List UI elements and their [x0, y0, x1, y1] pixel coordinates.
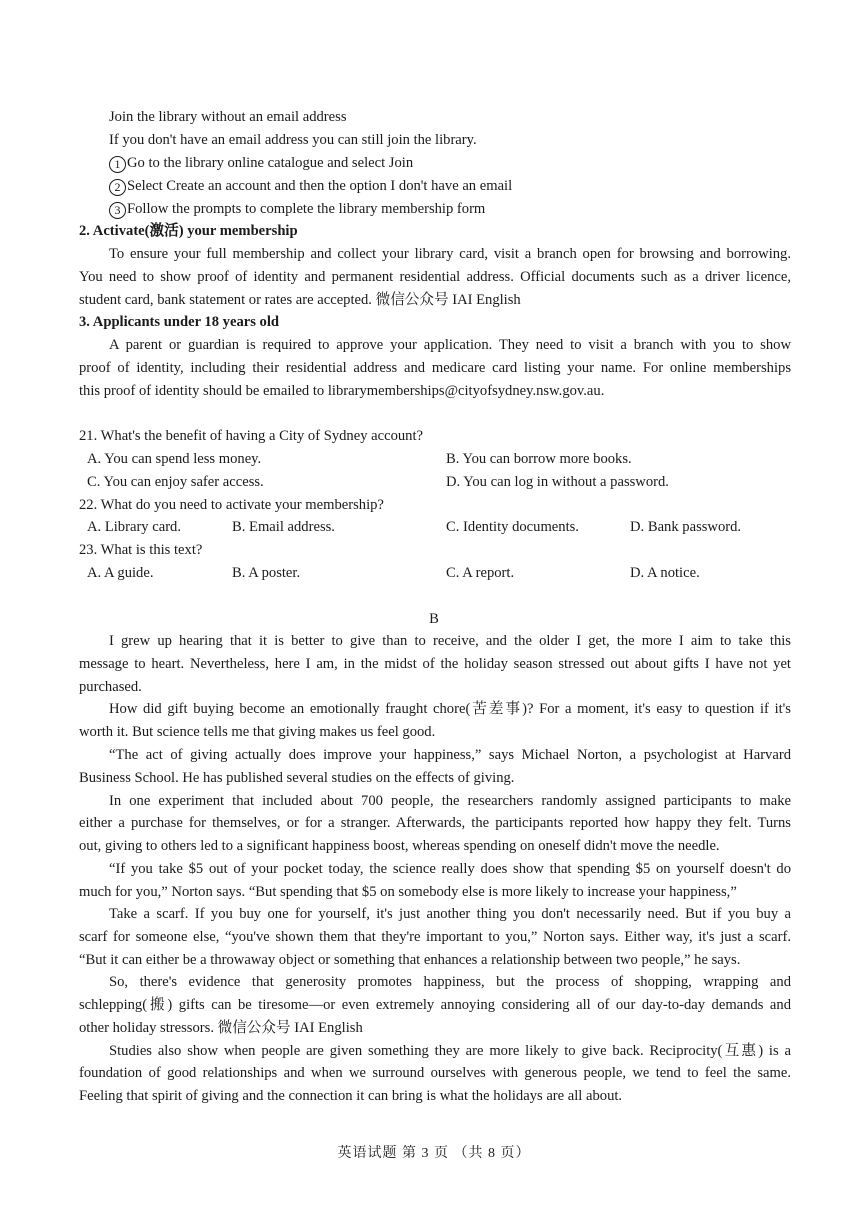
q21-option-c: C. You can enjoy safer access. [87, 474, 264, 490]
b-p8-line-3: Feeling that spirit of giving and the connection it can bring is what the holidays are all about. [79, 1088, 623, 1104]
under18-line-3: this proof of identity should be emailed to librarymemberships@cityofsydney.nsw.gov.au. [79, 383, 605, 399]
step-3 [109, 198, 485, 220]
activate-line-3: student card, bank statement or rates are accepted. 微信公众号 IAI English [79, 292, 521, 308]
q23-option-b: B. A poster. [232, 565, 301, 581]
step-1 [109, 152, 413, 174]
circled-number-2: 2 [109, 179, 126, 196]
q23-option-c: C. A report. [446, 565, 515, 581]
q22-option-b: B. Email address. [232, 519, 335, 535]
b-p2-line-1: How did gift buying become an emotionally fraught chore(苦差事)? For a moment, it's easy to question if it's [109, 701, 791, 717]
circled-number-3: 3 [109, 202, 126, 219]
under18-heading: 3. Applicants under 18 years old [79, 314, 280, 330]
b-p5-line-1: “If you take $5 out of your pocket today, the science really does show that spending $5 on yourself doesn't do [109, 861, 791, 877]
b-p1-line-1: I grew up hearing that it is better to give than to receive, and the older I get, the more I aim to take this [109, 633, 791, 649]
step-2 [109, 175, 512, 197]
b-p6-line-2: scarf for someone else, “you've shown them that they're important to you,” Norton says. Either way, it's just a scarf. [79, 929, 791, 945]
b-p5-line-2: much for you,” Norton says. “But spending that $5 on somebody else is more likely to increase your happiness,” [79, 884, 737, 900]
question-21-stem: 21. What's the benefit of having a City of Sydney account? [79, 428, 424, 444]
b-p4-line-1: In one experiment that included about 700 people, the researchers randomly assigned participants to make [109, 793, 791, 809]
under18-line-1: A parent or guardian is required to approve your application. They need to visit a branch with you to show [109, 337, 791, 353]
section-b-label: B [429, 611, 439, 627]
b-p1-line-3: purchased. [79, 679, 142, 695]
q22-option-d: D. Bank password. [630, 519, 742, 535]
under18-line-2: proof of identity, including their residential address and medicare card listing your name. For online memberships [79, 360, 791, 376]
q21-option-d: D. You can log in without a password. [446, 474, 669, 490]
join-no-email-intro: If you don't have an email address you can still join the library. [109, 132, 477, 148]
activate-line-1: To ensure your full membership and collect your library card, visit a branch open for browsing and borrowing. [109, 246, 791, 262]
step-3-text: Follow the prompts to complete the library membership form [127, 201, 486, 217]
q23-option-a: A. A guide. [87, 565, 154, 581]
b-p6-line-1: Take a scarf. If you buy one for yourself, it's just another thing you don't necessarily need. But if you buy a [109, 906, 791, 922]
q22-option-a: A. Library card. [87, 519, 182, 535]
step-1-text: Go to the library online catalogue and select Join [127, 155, 414, 171]
q22-option-c: C. Identity documents. [446, 519, 579, 535]
b-p1-line-2: message to heart. Nevertheless, here I am, in the midst of the holiday season stressed out about gifts I have not yet [79, 656, 791, 672]
b-p4-line-3: out, giving to others led to a significant happiness boost, whereas spending on oneself didn't move the needle. [79, 838, 720, 854]
q21-option-a: A. You can spend less money. [87, 451, 262, 467]
b-p3-line-1: “The act of giving actually does improve your happiness,” says Michael Norton, a psychologist at Harvard [109, 747, 791, 763]
b-p8-line-1: Studies also show when people are given something they are more likely to give back. Reciprocity(互惠) is a [109, 1043, 791, 1059]
activate-line-2: You need to show proof of identity and permanent residential address. Official documents such as a driver licence, [79, 269, 791, 285]
join-no-email-title: Join the library without an email address [109, 109, 347, 125]
question-22-stem: 22. What do you need to activate your membership? [79, 497, 384, 513]
circled-number-1: 1 [109, 156, 126, 173]
b-p8-line-2: foundation of good relationships and when we surround ourselves with generous people, we tend to feel the same. [79, 1065, 791, 1081]
b-p4-line-2: either a purchase for themselves, or for a stranger. Afterwards, the participants reported how happy they felt. Turns [79, 815, 791, 831]
b-p3-line-2: Business School. He has published several studies on the effects of giving. [79, 770, 515, 786]
b-p2-line-2: worth it. But science tells me that giving makes us feel good. [79, 724, 436, 740]
b-p7-line-1: So, there's evidence that generosity promotes happiness, but the process of shopping, wrapping and [109, 974, 791, 990]
q23-option-d: D. A notice. [630, 565, 700, 581]
step-2-text: Select Create an account and then the option I don't have an email [127, 178, 513, 194]
b-p6-line-3: “But it can either be a throwaway object or something that enhances a relationship between two people,” he says. [79, 952, 741, 968]
b-p7-line-2: schlepping(搬) gifts can be tiresome—or even extremely annoying considering all of our day-to-day demands and [79, 997, 791, 1013]
activate-heading: 2. Activate(激活) your membership [79, 223, 298, 239]
question-23-stem: 23. What is this text? [79, 542, 203, 558]
b-p7-line-3: other holiday stressors. 微信公众号 IAI English [79, 1020, 363, 1036]
q21-option-b: B. You can borrow more books. [446, 451, 632, 467]
page-footer: 英语试题 第 3 页 （共 8 页） [337, 1146, 531, 1161]
